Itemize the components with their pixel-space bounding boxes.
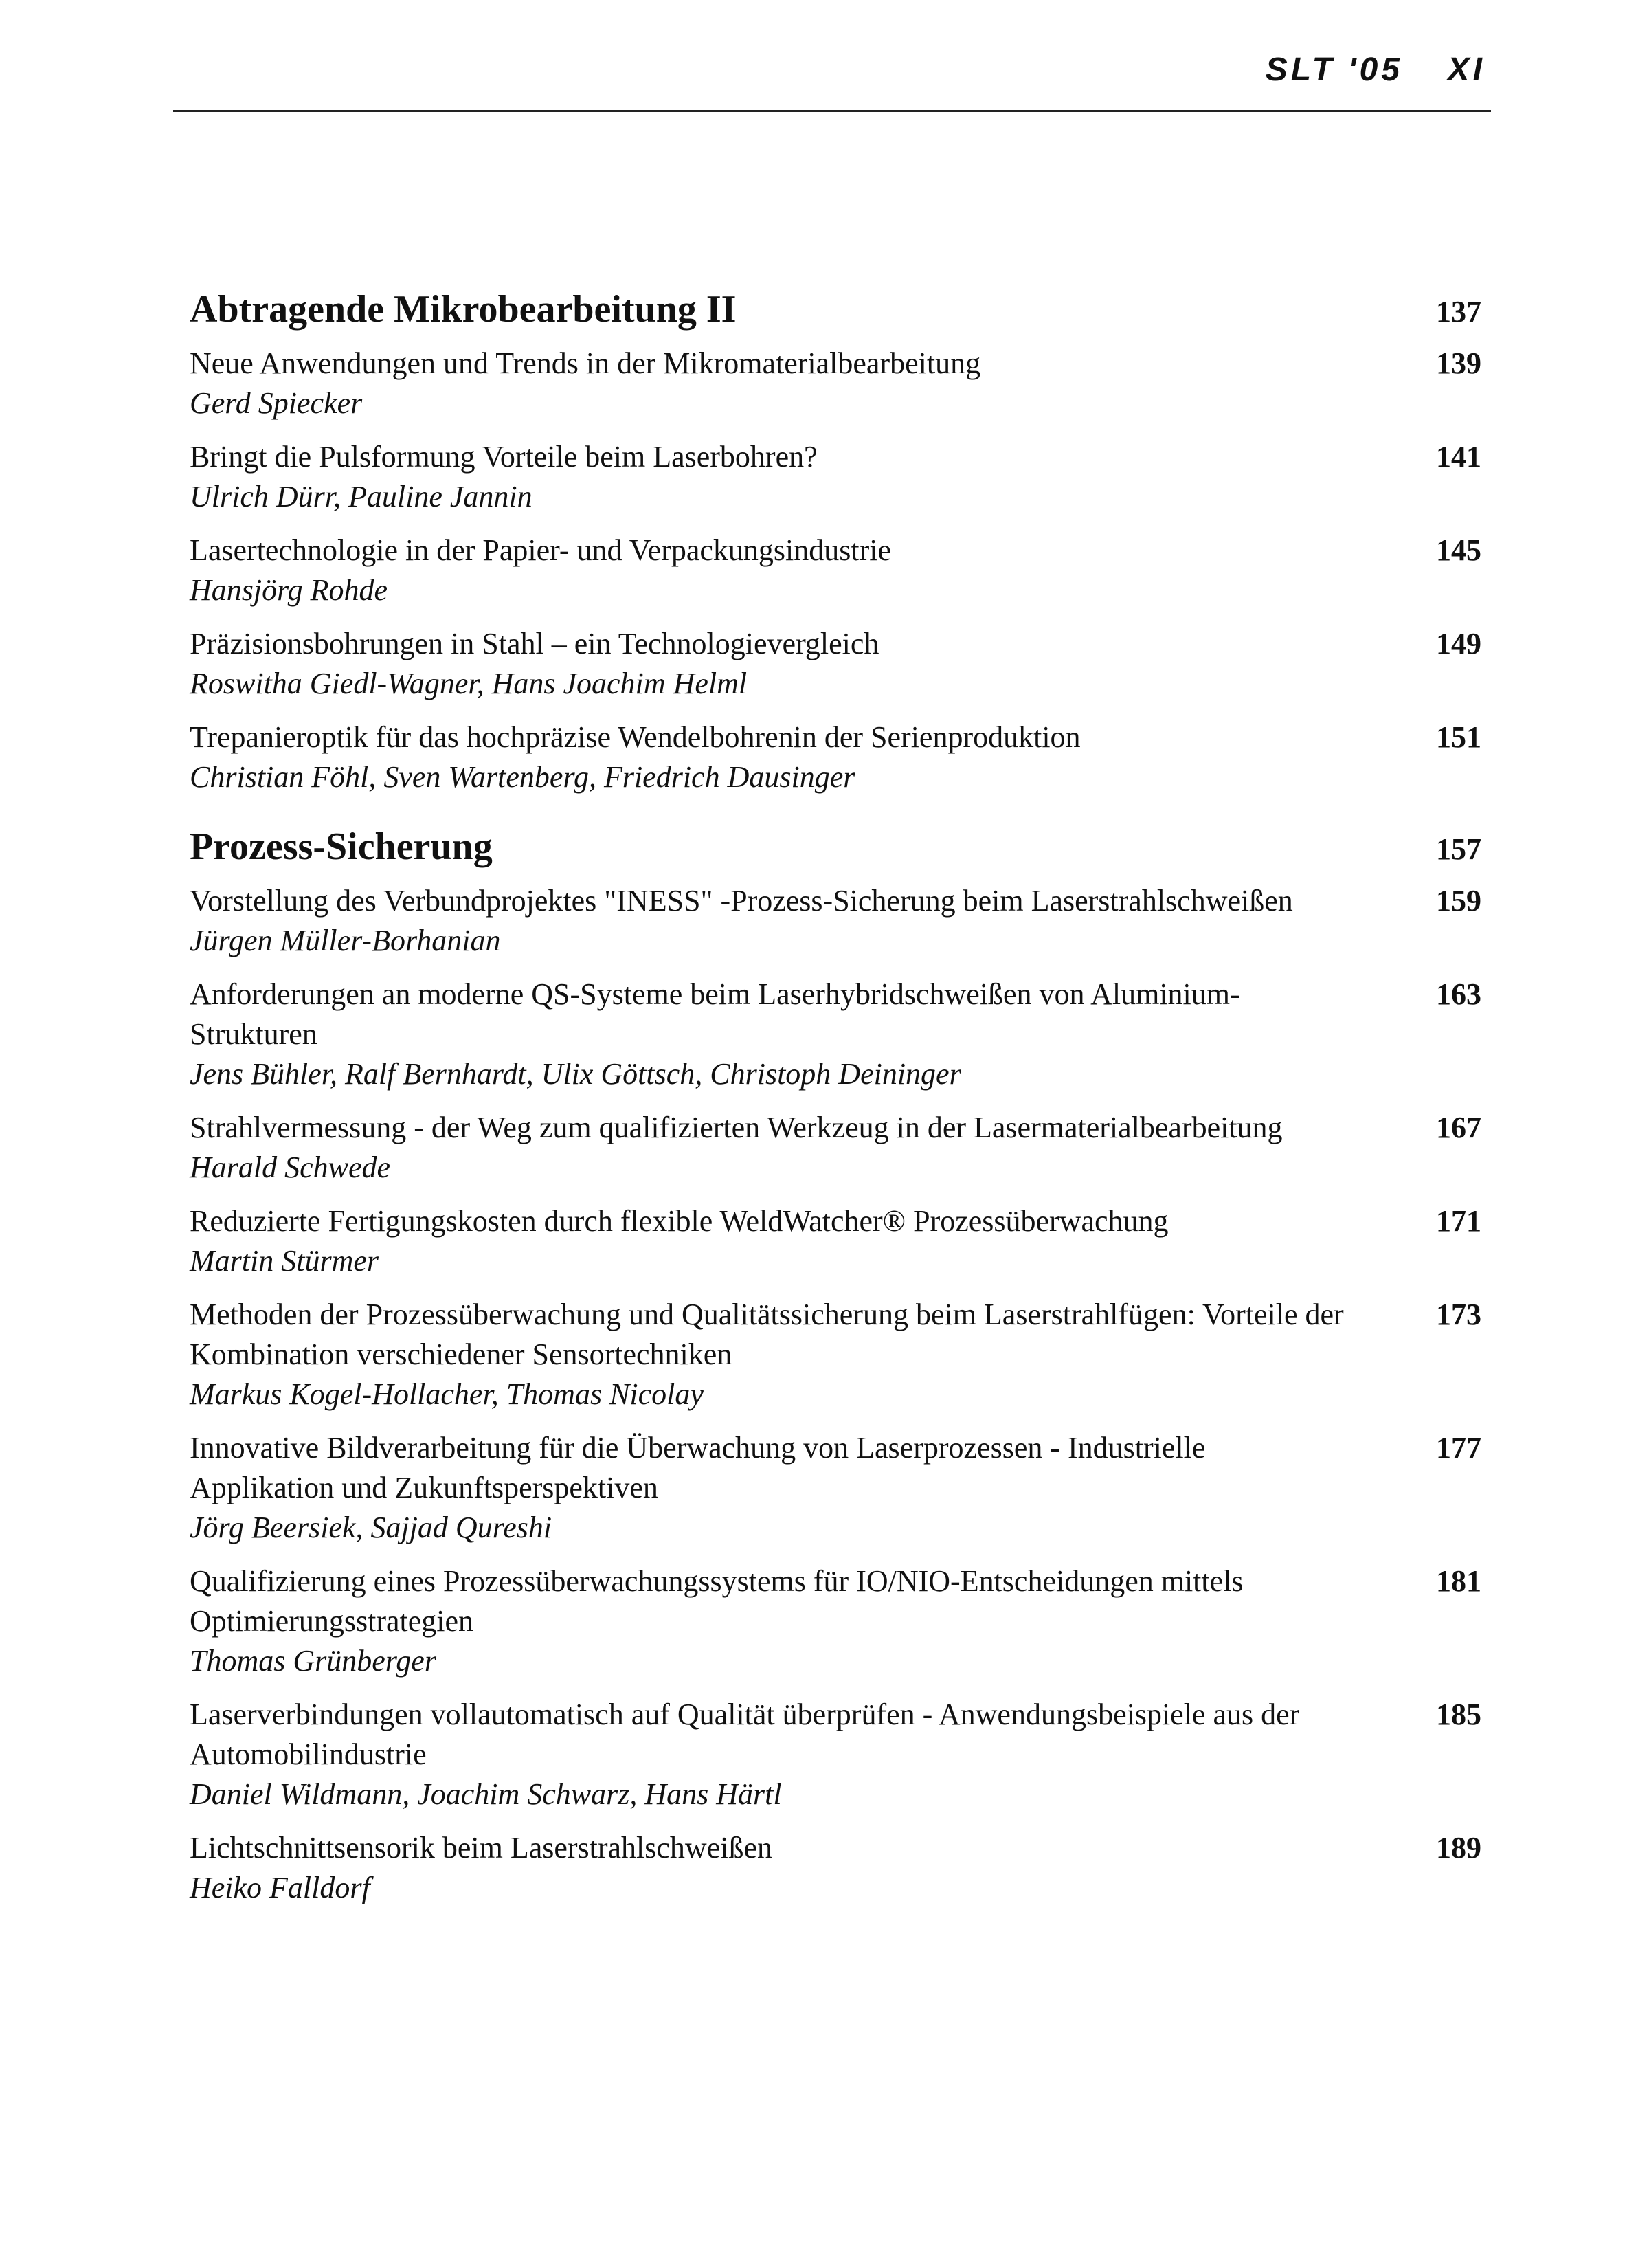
page-number-roman: XI — [1447, 52, 1485, 88]
entry-page-number: 171 — [1436, 1204, 1481, 1238]
entry-page-number: 185 — [1436, 1698, 1481, 1731]
toc-entry[interactable] — [190, 624, 1481, 704]
entry-authors: Ulrich Dürr, Pauline Jannin — [190, 480, 532, 513]
entry-title: Trepanieroptik für das hochpräzise Wendelbohrenin der Serienproduktion — [190, 720, 1081, 754]
entry-authors: Jürgen Müller-Borhanian — [190, 924, 501, 957]
toc-entry[interactable] — [190, 1561, 1481, 1681]
toc-entry[interactable] — [190, 1108, 1481, 1188]
toc-entry-text — [190, 718, 1344, 797]
toc-entry[interactable] — [190, 1295, 1481, 1414]
toc-entry[interactable] — [190, 1695, 1481, 1814]
entry-title: Neue Anwendungen und Trends in der Mikromaterialbearbeitung — [190, 346, 981, 380]
table-of-contents — [190, 287, 1481, 1922]
entry-title: Präzisionsbohrungen in Stahl – ein Technologievergleich — [190, 627, 879, 660]
toc-entry-text — [190, 1295, 1344, 1414]
entry-page-number: 149 — [1436, 627, 1481, 660]
section-page-number: 157 — [1436, 832, 1481, 866]
entry-page-number: 181 — [1436, 1564, 1481, 1598]
entry-title: Lasertechnologie in der Papier- und Verpackungsindustrie — [190, 533, 892, 567]
entry-authors: Jörg Beersiek, Sajjad Qureshi — [190, 1511, 552, 1544]
entry-authors: Jens Bühler, Ralf Bernhardt, Ulix Göttsch, Christoph Deininger — [190, 1057, 961, 1091]
entry-title: Bringt die Pulsformung Vorteile beim Laserbohren? — [190, 440, 818, 474]
entry-page-number: 145 — [1436, 533, 1481, 567]
entry-authors: Hansjörg Rohde — [190, 573, 388, 607]
toc-entry-text — [190, 344, 1344, 423]
journal-label: SLT '05 — [1265, 52, 1403, 88]
section-heading[interactable] — [190, 825, 1481, 871]
toc-entry-text — [190, 881, 1344, 961]
toc-entry-text — [190, 1561, 1344, 1681]
toc-entry-text — [190, 1108, 1344, 1188]
toc-entry-text — [190, 437, 1344, 517]
section-title: Prozess-Sicherung — [190, 825, 493, 868]
toc-entry-text — [190, 1201, 1344, 1281]
entry-title: Laserverbindungen vollautomatisch auf Qualität überprüfen - Anwendungsbeispiele aus der Automobilindustrie — [190, 1698, 1300, 1771]
entry-title: Strahlvermessung - der Weg zum qualifizierten Werkzeug in der Lasermaterialbearbeitung — [190, 1111, 1283, 1144]
toc-entry-text — [190, 531, 1344, 610]
entry-page-number: 177 — [1436, 1431, 1481, 1465]
entry-title: Qualifizierung eines Prozessüberwachungssystems für IO/NIO-Entscheidungen mittels Optimierungsstrategien — [190, 1564, 1244, 1638]
toc-entry-text — [190, 975, 1344, 1094]
toc-entry[interactable] — [190, 881, 1481, 961]
toc-entry[interactable] — [190, 1201, 1481, 1281]
entry-title: Lichtschnittsensorik beim Laserstrahlschweißen — [190, 1831, 772, 1865]
toc-entry-text — [190, 1428, 1344, 1548]
entry-page-number: 167 — [1436, 1111, 1481, 1144]
toc-entry[interactable] — [190, 975, 1481, 1094]
entry-title: Reduzierte Fertigungskosten durch flexible WeldWatcher® Prozessüberwachung — [190, 1204, 1169, 1238]
toc-entry[interactable] — [190, 531, 1481, 610]
entry-authors: Daniel Wildmann, Joachim Schwarz, Hans Härtl — [190, 1777, 782, 1811]
entry-page-number: 163 — [1436, 977, 1481, 1011]
entry-authors: Heiko Falldorf — [190, 1871, 370, 1904]
entry-authors: Roswitha Giedl-Wagner, Hans Joachim Helml — [190, 667, 748, 700]
toc-entry[interactable] — [190, 1828, 1481, 1908]
entry-title: Methoden der Prozessüberwachung und Qualitätssicherung beim Laserstrahlfügen: Vorteile der Kombination verschiedener Sensortechniken — [190, 1298, 1344, 1371]
toc-entry-text — [190, 624, 1344, 704]
entry-authors: Thomas Grünberger — [190, 1644, 436, 1678]
toc-entry-text — [190, 1828, 1344, 1908]
entry-authors: Christian Föhl, Sven Wartenberg, Friedrich Dausinger — [190, 760, 855, 794]
entry-page-number: 189 — [1436, 1831, 1481, 1865]
entry-page-number: 141 — [1436, 440, 1481, 474]
entry-authors: Harald Schwede — [190, 1150, 391, 1184]
section-heading[interactable] — [190, 287, 1481, 334]
entry-authors: Markus Kogel-Hollacher, Thomas Nicolay — [190, 1377, 704, 1411]
entry-page-number: 173 — [1436, 1298, 1481, 1331]
entry-page-number: 159 — [1436, 884, 1481, 918]
toc-entry[interactable] — [190, 1428, 1481, 1548]
entry-page-number: 151 — [1436, 720, 1481, 754]
toc-entry[interactable] — [190, 437, 1481, 517]
section-page-number: 137 — [1436, 295, 1481, 329]
toc-entry[interactable] — [190, 344, 1481, 423]
entry-title: Innovative Bildverarbeitung für die Überwachung von Laserprozessen - Industrielle Applikation und Zukunftsperspektiven — [190, 1431, 1206, 1504]
running-header — [173, 51, 1491, 112]
toc-entry[interactable] — [190, 718, 1481, 797]
entry-authors: Martin Stürmer — [190, 1244, 379, 1278]
entry-authors: Gerd Spiecker — [190, 386, 363, 420]
section-title: Abtragende Mikrobearbeitung II — [190, 288, 737, 331]
entry-title: Vorstellung des Verbundprojektes "INESS" -Prozess-Sicherung beim Laserstrahlschweißen — [190, 884, 1293, 918]
entry-page-number: 139 — [1436, 346, 1481, 380]
entry-title: Anforderungen an moderne QS-Systeme beim Laserhybridschweißen von Aluminium-Strukturen — [190, 977, 1240, 1051]
toc-entry-text — [190, 1695, 1344, 1814]
